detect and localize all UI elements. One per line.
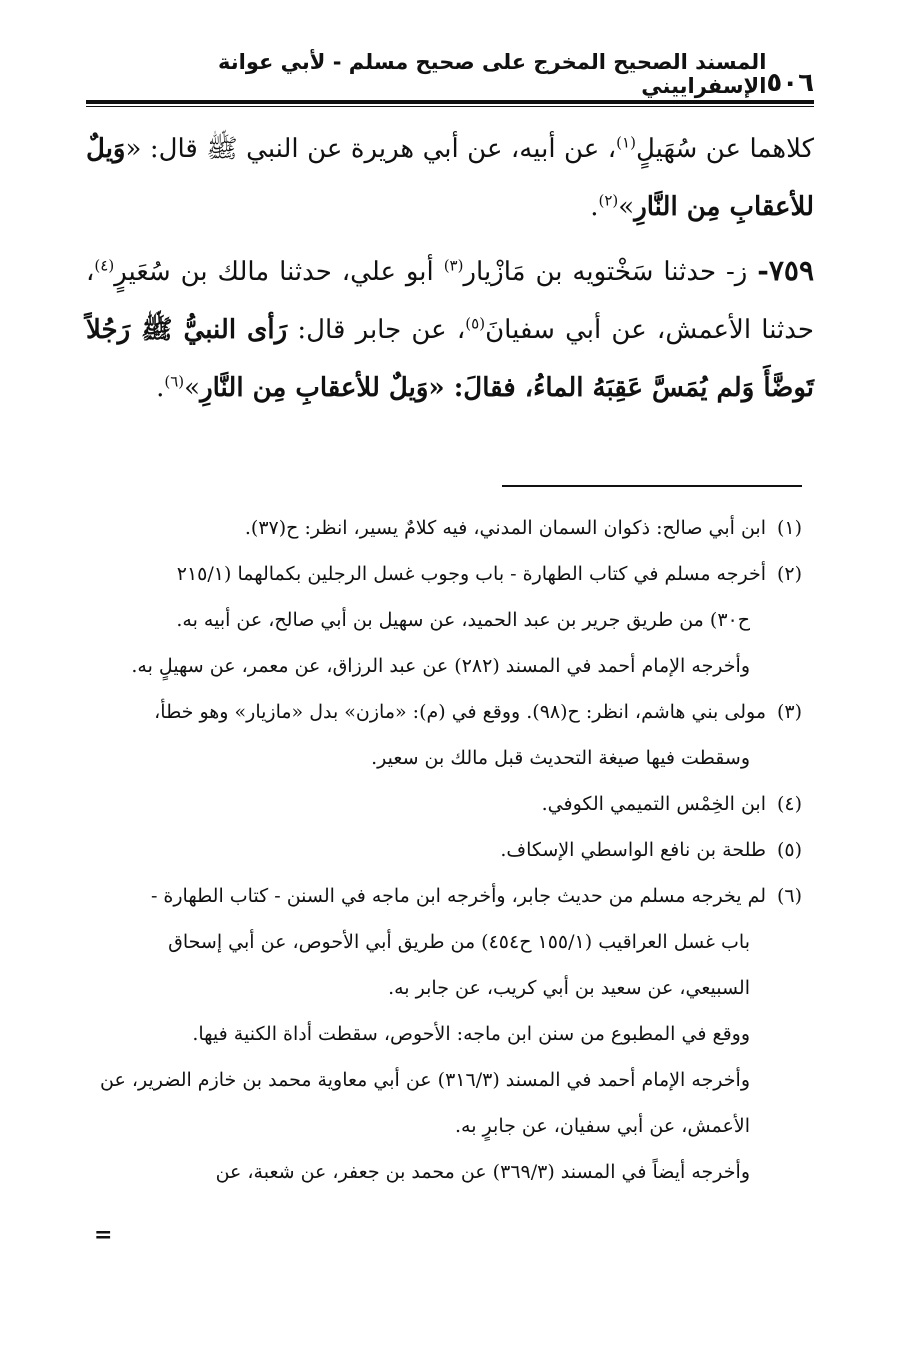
footnotes — [86, 505, 802, 1195]
footnote-number: (٥) — [776, 839, 802, 861]
footnote-line: وسقطت فيها صيغة التحديث قبل مالك بن سعير. — [371, 747, 750, 769]
text: ز- حدثنا سَخْتويه بن مَازْيار — [463, 257, 758, 287]
page-number: ٥٠٦ — [766, 68, 814, 98]
text: ، عن جابر قال: — [287, 315, 466, 345]
footnote-line: وأخرجه الإمام أحمد في المسند (٢٨٢) عن عبد الرزاق، عن معمر، عن سهيلٍ به. — [131, 655, 750, 677]
footnote-line: ابن الخِمْس التميمي الكوفي. — [541, 793, 766, 815]
footnote — [86, 781, 802, 827]
footnote-line: ح٣٠) من طريق جرير بن عبد الحميد، عن سهيل بن أبي صالح، عن أبيه به. — [176, 609, 750, 631]
footnote-ref-3: (٣) — [443, 256, 464, 275]
footnote-line: الأعمش، عن أبي سفيان، عن جابرٍ به. — [455, 1115, 750, 1137]
footnote-line: باب غسل العراقيب (١٥٥/١ ح٤٥٤) من طريق أبي الأحوص، عن أبي إسحاق — [168, 931, 750, 953]
text: ، حدثنا الأعمش، عن أبي سفيانَ — [86, 257, 815, 345]
footnote-line: ووقع في المطبوع من سنن ابن ماجه: الأحوص، سقطت أداة الكنية فيها. — [192, 1023, 750, 1045]
book-title: المسند الصحيح المخرج على صحيح مسلم - لأبي عوانة الإسفراييني — [218, 50, 767, 98]
paragraph-1 — [86, 120, 814, 236]
footnote-line: طلحة بن نافع الواسطي الإسكاف. — [500, 839, 766, 861]
footnote-number: (٤) — [776, 793, 802, 815]
footnote-line: وأخرجه أيضاً في المسند (٣٦٩/٣) عن محمد بن جعفر، عن شعبة، عن — [215, 1161, 750, 1183]
footnote-number: (١) — [776, 517, 802, 539]
footnote-ref-4: (٤) — [94, 256, 115, 275]
hadith-text: رَأى النبيُّ ﷺ رَجُلاً تَوضَّأَ وَلم يُمَسَّ عَقِبَهُ الماءُ، فقالَ: «وَيلٌ للأعقابِ مِن النَّارِ — [86, 315, 814, 403]
footnote-line: مولى بني هاشم، انظر: ح(٩٨). ووقع في (م): «مازن» بدل «مازيار» وهو خطأ، — [154, 701, 766, 723]
running-header — [86, 50, 814, 98]
text: » — [184, 373, 201, 403]
footnote — [86, 689, 802, 781]
footnote — [86, 505, 802, 551]
continuation-mark: = — [94, 1222, 113, 1248]
footnote-ref-2: (٢) — [598, 191, 619, 210]
footnote-number: (٢) — [776, 563, 802, 585]
footnote-line: لم يخرجه مسلم من حديث جابر، وأخرجه ابن ماجه في السنن - كتاب الطهارة - — [150, 885, 766, 907]
footnote-separator — [502, 485, 802, 487]
hadith-text: وَيلٌ للأعقابِ مِن النَّارِ — [86, 134, 814, 222]
footnote — [86, 827, 802, 873]
footnote-ref-5: (٥) — [465, 314, 486, 333]
main-text — [86, 120, 814, 417]
text: أبو علي، حدثنا مالك بن سُعَيرٍ — [114, 257, 444, 287]
footnote-ref-1: (١) — [616, 133, 636, 152]
footnote-ref-6: (٦) — [164, 372, 185, 391]
footnote-number: (٣) — [776, 701, 802, 723]
footnote-line: السبيعي، عن سعيد بن أبي كريب، عن جابر به. — [388, 977, 750, 999]
footnote — [86, 873, 802, 1195]
footnote-number: (٦) — [776, 885, 802, 907]
footnote — [86, 551, 802, 689]
hadith-number: ٧٥٩- — [757, 254, 814, 287]
footnote-line: أخرجه مسلم في كتاب الطهارة - باب وجوب غسل الرجلين بكمالهما (٢١٥/١ — [176, 563, 766, 585]
header-rule — [86, 100, 814, 107]
footnote-line: ابن أبي صالح: ذكوان السمان المدني، فيه كلامٌ يسير، انظر: ح(٣٧). — [244, 517, 766, 539]
text: كلاهما عن سُهَيلٍ — [635, 134, 815, 164]
paragraph-2 — [86, 242, 814, 417]
text: » — [618, 192, 635, 222]
text: ، عن أبيه، عن أبي هريرة عن النبي ﷺ قال: « — [125, 134, 617, 164]
footnote-line: وأخرجه الإمام أحمد في المسند (٣١٦/٣) عن أبي معاوية محمد بن خازم الضرير، عن — [100, 1069, 750, 1091]
text: . — [156, 373, 165, 403]
text: . — [590, 192, 599, 222]
